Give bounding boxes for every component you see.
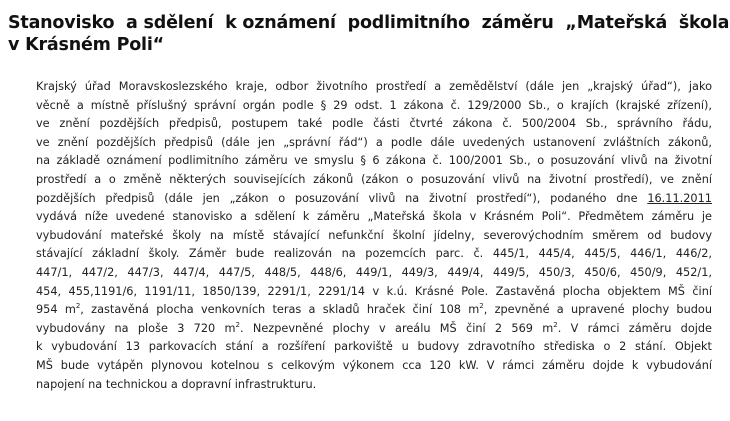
body-line-5: na základě oznámení podlimitního záměru ve smyslu § 6 zákona č. 100/2001 Sb., o posuzování vlivů na životní xyxy=(36,154,712,168)
body-line-3: ve znění pozdějších předpisů, postupem také podle části čtvrté zákona č. 500/2004 Sb., správního řádu, xyxy=(36,117,712,131)
body-line-9: vybudování mateřské školy na místě stávající nefunkční školní jídelny, severovýchodním směrem od budovy xyxy=(36,228,712,242)
document-title xyxy=(8,12,729,56)
body-line-13-part-3: , zpevněné a upravené plochy budou xyxy=(483,303,712,317)
body-line-13-part-2: , zastavěná plocha venkovních teras a skladů hraček činí 108 m xyxy=(80,303,480,317)
body-line-12: 454, 455,1191/6, 1191/11, 1850/139, 2291/1, 2291/14 v k.ú. Krásné Pole. Zastavěná plocha objektem MŠ činí xyxy=(36,284,712,298)
body-line-14-part-2: . Nezpevněné plochy v areálu MŠ činí 2 569 m xyxy=(240,321,554,335)
body-line-2: věcně a místně příslušný správní orgán podle § 29 odst. 1 zákona č. 129/2000 Sb., o krajích (krajské zřízení), xyxy=(36,98,712,112)
body-line-14-part-1: vybudovány na ploše 3 720 m xyxy=(36,321,236,335)
body-line-6: prostředí a o změně některých souvisejících zákonů (zákon o posuzování vlivů na životní prostředí), ve znění xyxy=(36,172,712,186)
document-body-paragraph xyxy=(36,78,712,394)
title-line-1: Stanovisko a sdělení k oznámení podlimitního záměru „Mateřská škola xyxy=(8,13,730,33)
body-line-13-part-1: 954 m xyxy=(36,303,76,317)
body-line-1: Krajský úřad Moravskoslezského kraje, odbor životního prostředí a zemědělství (dále jen „krajský úřad“), jako xyxy=(36,80,712,93)
body-line-4: ve znění pozdějších předpisů (dále jen „správní řád“) a podle dále uvedených ustanovení zvláštních zákonů, xyxy=(36,135,712,149)
body-line-17: napojení na technickou a dopravní infrastrukturu. xyxy=(36,377,317,391)
title-line-2: v Krásném Poli“ xyxy=(8,35,164,55)
body-line-14-part-3: . V rámci záměru dojde xyxy=(557,321,713,335)
body-line-7-text: pozdějších předpisů (dále jen „zákon o posuzování vlivů na životní prostředí“), podaného dne xyxy=(36,191,638,205)
body-line-7 xyxy=(36,190,712,209)
body-line-15: k vybudování 13 parkovacích stání a rozšíření parkoviště u budovy zdravotního střediska o 2 stání. Objekt xyxy=(36,340,712,354)
body-line-14 xyxy=(36,320,712,339)
body-line-8: vydává níže uvedené stanovisko a sdělení k záměru „Mateřská škola v Krásném Poli“. Předmětem záměru je xyxy=(36,210,712,224)
body-line-13 xyxy=(36,301,712,320)
body-line-16: MŠ bude vytápěn plynovou kotelnou s celkovým výkonem cca 120 kW. V rámci záměru dojde k vybudování xyxy=(36,358,712,372)
body-line-11: 447/1, 447/2, 447/3, 447/4, 447/5, 448/5, 448/6, 449/1, 449/3, 449/4, 449/5, 450/3, 450/6, 450/9, 452/1, xyxy=(36,265,712,279)
superscript-2: 2 xyxy=(235,320,240,329)
superscript-2: 2 xyxy=(479,302,484,311)
superscript-2: 2 xyxy=(75,302,81,311)
body-line-10: stávající základní školy. Záměr bude realizován na pozemcích parc. č. 445/1, 445/4, 445/5, 446/1, 446/2, xyxy=(36,247,712,261)
superscript-2: 2 xyxy=(553,320,558,329)
filing-date: 16.11.2011 xyxy=(647,191,712,205)
